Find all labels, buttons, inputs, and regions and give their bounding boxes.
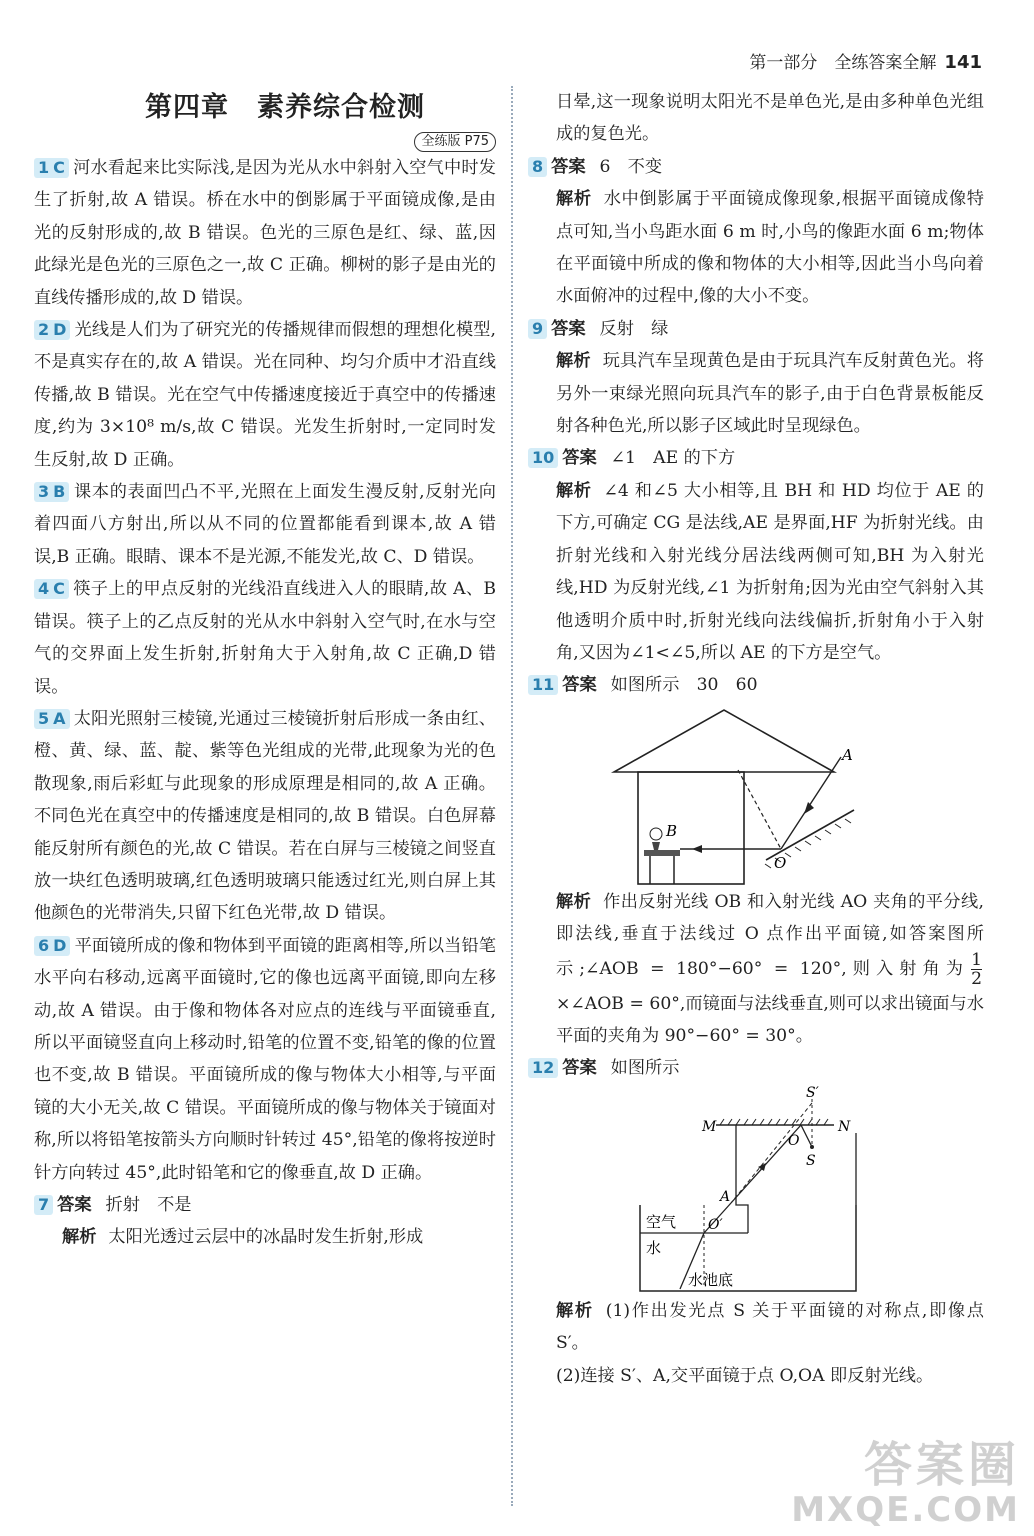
answer-item-5 (34, 703, 496, 930)
analysis-11 (528, 886, 984, 1053)
watermark (791, 1438, 1020, 1528)
question-number: 11 (528, 675, 558, 695)
answer-item-12 (528, 1052, 984, 1084)
left-column (34, 86, 496, 1254)
answer-text: 如图所示 (610, 1058, 680, 1079)
analysis-7-continued: 日晕,这一现象说明太阳光不是单色光,是由多种单色光组成的复色光。 (556, 92, 984, 145)
label-water: 水 (646, 1238, 662, 1257)
column-divider (511, 86, 513, 1506)
answer-item-7 (34, 1189, 496, 1221)
label-s-prime: S′ (806, 1084, 819, 1101)
question-number: 7 (34, 1195, 53, 1215)
answer-item-9 (528, 313, 984, 345)
page-header (749, 48, 982, 73)
label-s: S (806, 1152, 816, 1169)
question-number: 3 B (34, 482, 69, 502)
label-b: B (666, 821, 678, 840)
answer-item-10 (528, 442, 984, 474)
explanation-text: 光线是人们为了研究光的传播规律而假想的理想化模型,不是真实存在的,故 A 错误。光在同种、均匀介质中才沿直线传播,故 B 错误。光在空气中传播速度接近于真空中的传播速度,约为 3×10⁸ m/s,故 C 错误。光发生折射时,一定同时发生反射,故 D 正确。 (34, 320, 496, 470)
label-o: O (774, 853, 787, 872)
answer-item-2 (34, 314, 496, 476)
explanation-text: 河水看起来比实际浅,是因为光从水中斜射入空气中时发生了折射,故 A 错误。桥在水中的倒影属于平面镜成像,是由光的反射形成的,故 B 错误。色光的三原色是红、绿、蓝,因此绿光是色光的三原色之一,故 C 正确。柳树的影子是由光的直线传播形成的,故 D 错误。 (34, 158, 496, 308)
watermark-line1: 答案圈 (863, 1437, 1020, 1493)
explanation-text: 太阳光照射三棱镜,光通过三棱镜折射后形成一条由红、橙、黄、绿、蓝、靛、紫等色光组成的光带,此现象为光的色散现象,雨后彩虹与此现象的形成原理是相同的,故 A 正确。不同色光在真空中的传播速度是相同的,故 B 错误。白色屏幕能反射所有颜色的光,故 C 错误。若在白屏与三棱镜之间竖直放一块红色透明玻璃,红色透明玻璃只能透过红光,则白屏上其他颜色的光带消失,只留下红色光带,故 D 错误。 (34, 708, 496, 924)
analysis-label: 解析 (556, 189, 592, 210)
question-number: 2 D (34, 320, 70, 340)
answer-label: 答案 (551, 156, 586, 177)
analysis-label: 解析 (556, 1300, 594, 1321)
analysis-label: 解析 (556, 891, 592, 912)
analysis-text: 作出反射光线 OB 和入射光线 AO 夹角的平分线,即法线,垂直于法线过 O 点作出平面镜,如答案图所示;∠AOB = 180°−60° = 120°,则入射角为 (556, 891, 984, 979)
question-number: 8 (528, 157, 547, 177)
analysis-7-start (34, 1221, 496, 1253)
answer-item-6 (34, 930, 496, 1189)
answer-label: 答案 (562, 1058, 597, 1079)
analysis-8 (528, 183, 984, 313)
analysis-label: 解析 (556, 351, 591, 372)
label-air: 空气 (646, 1212, 677, 1231)
house-roof (614, 710, 834, 772)
edition-tag: 全练版 P75 (414, 132, 496, 152)
right-column (528, 86, 984, 1392)
label-pool-bottom: 水池底 (688, 1270, 734, 1289)
analysis-12-step2: (2)连接 S′、A,交平面镜于点 O,OA 即反射光线。 (556, 1365, 934, 1386)
construction-line (731, 1103, 812, 1203)
answer-item-3 (34, 476, 496, 573)
answer-text: 6 不变 (599, 156, 663, 177)
question-number: 12 (528, 1058, 558, 1078)
question-number: 10 (528, 448, 558, 468)
question-number: 6 D (34, 936, 70, 956)
table-top (644, 850, 680, 856)
bank-wall (736, 1125, 748, 1233)
analysis-10 (528, 475, 984, 669)
page-number: 141 (944, 52, 982, 73)
figure-11-house-mirror (606, 702, 906, 886)
analysis-label: 解析 (556, 480, 592, 501)
analysis-9 (528, 345, 984, 442)
plane-mirror (766, 810, 854, 860)
question-number: 9 (528, 319, 547, 339)
explanation-text: 课本的表面凹凸不平,光照在上面发生漫反射,反射光向着四面八方射出,所以从不同的位置都能看到课本,故 A 错误,B 正确。眼睛、课本不是光源,不能发光,故 C、D 错误。 (34, 482, 496, 567)
label-o-prime: O′ (708, 1216, 723, 1233)
analysis-text: (1)作出发光点 S 关于平面镜的对称点,即像点 S′。 (556, 1300, 984, 1354)
answer-label: 答案 (562, 448, 597, 469)
answer-item-4 (34, 573, 496, 703)
header-text: 第一部分 全练答案全解 (749, 53, 937, 73)
label-m: M (702, 1118, 717, 1135)
question-number: 5 A (34, 709, 70, 729)
analysis-text-2: ×∠AOB = 60°,而镜面与法线垂直,则可以求出镜面与水平面的夹角为 90°−60° = 30°。 (556, 993, 984, 1046)
label-n: N (838, 1118, 851, 1135)
answer-text: 反射 绿 (599, 318, 669, 339)
analysis-text: 太阳光透过云层中的冰晶时发生折射,形成 (108, 1227, 424, 1248)
analysis-text: 玩具汽车呈现黄色是由于玩具汽车反射黄色光。将另外一束绿光照向玩具汽车的影子,由于白色背景板能反射各种色光,所以影子区域此时呈现绿色。 (556, 351, 984, 437)
answer-item-8 (528, 151, 984, 183)
analysis-label: 解析 (62, 1227, 97, 1248)
answer-text: 如图所示 30 60 (610, 675, 758, 696)
answer-item-11 (528, 669, 984, 701)
chapter-title: 第四章 素养综合检测 (145, 92, 425, 123)
analysis-text: 水中倒影属于平面镜成像现象,根据平面镜成像特点可知,当小鸟距水面 6 m 时,小鸟的像距水面 6 m;物体在平面镜中所成的像和物体的大小相等,因此当小鸟向着水面俯冲的过程中,像的大小不变。 (556, 189, 984, 307)
label-o: O (788, 1132, 800, 1149)
answer-text: 折射 不是 (105, 1195, 192, 1215)
answer-item-1 (34, 152, 496, 314)
label-a: A (842, 745, 853, 764)
fraction-half: $\frac{1}{2}$ (971, 949, 982, 989)
figure-12-mirror-pool (616, 1085, 896, 1295)
incident-ray (801, 1125, 812, 1147)
bird-icon (650, 828, 662, 840)
label-a: A (720, 1188, 731, 1205)
answer-text: ∠1 AE 的下方 (610, 448, 736, 469)
watermark-line2: MXQE.COM (791, 1490, 1020, 1530)
explanation-text: 平面镜所成的像和物体到平面镜的距离相等,所以当铅笔水平向右移动,远离平面镜时,它的像也远离平面镜,即向左移动,故 A 错误。由于像和物体各对应点的连线与平面镜垂直,所以平面镜竖直向上移动时,铅笔的位置不变,铅笔的像的位置也不变,故 B 错误。平面镜所成的像与物体大小相等,与平面镜的大小无关,故 C 错误。平面镜所成的像与物体关于镜面对称,所以将铅笔按箭头方向顺时针转过 45°,铅笔的像将按逆时针方向转过 45°,此时铅笔和它的像垂直,故 D 正确。 (34, 935, 496, 1183)
answer-label: 答案 (562, 675, 597, 696)
analysis-12 (528, 1295, 984, 1360)
analysis-text: ∠4 和∠5 大小相等,且 BH 和 HD 均位于 AE 的下方,可确定 CG 是法线,AE 是界面,HF 为折射光线。由折射光线和入射光线分居法线两侧可知,BH 为入射光线,HD 为反射光线,∠1 为折射角;因为光由空气斜射入其他透明介质中时,折射光线向法线偏折,折射角小于入射角,又因为∠1<∠5,所以 AE 的下方是空气。 (556, 480, 984, 663)
answer-label: 答案 (57, 1195, 92, 1215)
question-number: 4 C (34, 579, 69, 599)
explanation-text: 筷子上的甲点反射的光线沿直线进入人的眼睛,故 A、B 错误。筷子上的乙点反射的光从水中斜射入空气时,在水与空气的交界面上发生折射,折射角大于入射角,故 C 正确,D 错误。 (34, 579, 496, 697)
answer-label: 答案 (551, 318, 586, 339)
question-number: 1 C (34, 158, 69, 178)
